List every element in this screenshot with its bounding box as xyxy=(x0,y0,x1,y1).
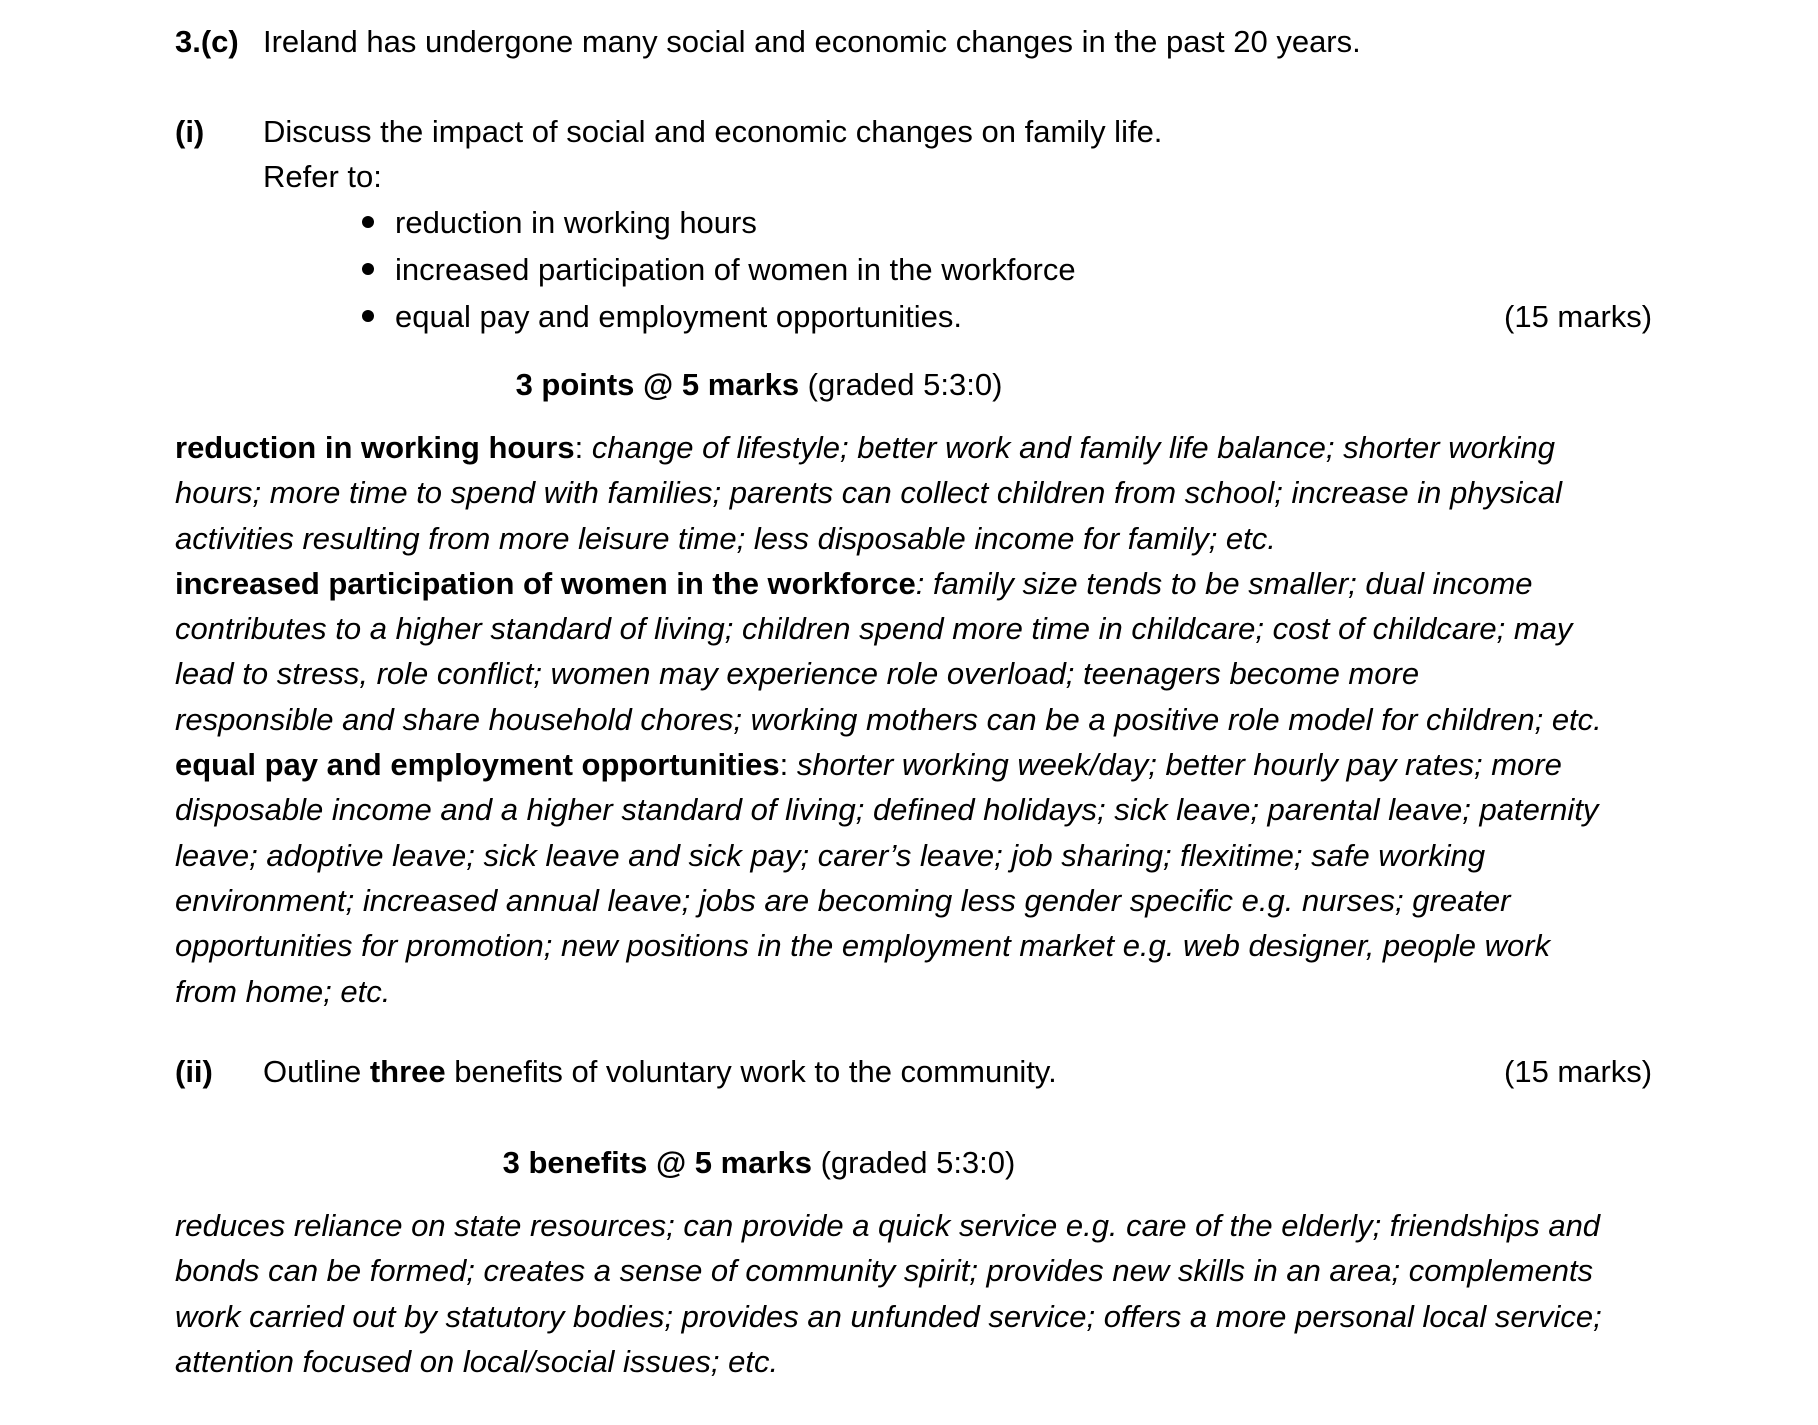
scheme-bold: 3 points @ 5 marks xyxy=(515,367,800,402)
part-i-marking-scheme xyxy=(0,369,1818,400)
answer-line: disposable income and a higher standard of living; defined holidays; sick leave; parental leave; paternity xyxy=(175,792,1599,828)
answer-line: contributes to a higher standard of living; children spend more time in childcare; cost of childcare; may xyxy=(175,611,1573,647)
part-i-refer-to: Refer to: xyxy=(263,159,382,194)
scheme-grading: (graded 5:3:0) xyxy=(812,1145,1016,1180)
answer-line: from home; etc. xyxy=(175,973,391,1009)
part-ii-number: (ii) xyxy=(175,1054,213,1089)
answer-heading: reduction in working hours xyxy=(175,430,575,465)
answer-sep: : xyxy=(779,747,797,783)
bullet-icon xyxy=(362,310,374,322)
answer-line: lead to stress, role conflict; women may experience role overload; teenagers become more xyxy=(175,656,1420,692)
part-i-answer xyxy=(175,425,1745,1014)
part-ii-answer xyxy=(175,1203,1745,1384)
question-number: 3.(c) xyxy=(175,24,239,59)
part-i-prompt: Discuss the impact of social and economic changes on family life. xyxy=(263,114,1163,149)
part-i-marks: (15 marks) xyxy=(1504,299,1653,334)
part-ii-marking-scheme xyxy=(0,1147,1818,1178)
bullet-item: reduction in working hours xyxy=(395,205,757,240)
answer-line: bonds can be formed; creates a sense of community spirit; provides new skills in an area; complements xyxy=(175,1253,1594,1289)
bullet-item: increased participation of women in the workforce xyxy=(395,252,1076,287)
part-ii-prompt xyxy=(263,1056,1057,1087)
answer-line: work carried out by statutory bodies; provides an unfunded service; offers a more personal local service; xyxy=(175,1298,1602,1334)
part-ii-marks: (15 marks) xyxy=(1504,1054,1653,1089)
answer-line xyxy=(175,742,1745,787)
prompt-emphasis: three xyxy=(369,1054,446,1089)
scheme-bold: 3 benefits @ 5 marks xyxy=(502,1145,812,1180)
answer-line: opportunities for promotion; new positions in the employment market e.g. web designer, people work xyxy=(175,928,1551,964)
answer-line: responsible and share household chores; working mothers can be a positive role model for children; etc. xyxy=(175,701,1602,737)
answer-line xyxy=(175,561,1745,606)
scheme-grading: (graded 5:3:0) xyxy=(799,367,1003,402)
answer-line: attention focused on local/social issues; etc. xyxy=(175,1343,779,1379)
answer-heading: equal pay and employment opportunities xyxy=(175,747,780,783)
answer-line xyxy=(175,425,1745,470)
answer-line: leave; adoptive leave; sick leave and sick pay; carer’s leave; job sharing; flexitime; safe working xyxy=(175,837,1486,873)
answer-line: activities resulting from more leisure time; less disposable income for family; etc. xyxy=(175,520,1276,556)
prompt-text: Outline xyxy=(263,1054,370,1089)
bullet-icon xyxy=(362,216,374,228)
answer-text: change of lifestyle; better work and family life balance; shorter working xyxy=(591,430,1556,465)
prompt-text: benefits of voluntary work to the community. xyxy=(445,1054,1057,1089)
bullet-icon xyxy=(362,263,374,275)
answer-sep: : xyxy=(574,430,592,465)
answer-line: hours; more time to spend with families; parents can collect children from school; increase in physical xyxy=(175,475,1563,511)
answer-text: shorter working week/day; better hourly pay rates; more xyxy=(796,747,1562,783)
part-i-number: (i) xyxy=(175,114,205,149)
answer-line: environment; increased annual leave; jobs are becoming less gender specific e.g. nurses; greater xyxy=(175,882,1511,918)
bullet-item: equal pay and employment opportunities. xyxy=(395,299,962,334)
answer-text: family size tends to be smaller; dual income xyxy=(932,565,1533,601)
answer-sep: : xyxy=(915,565,933,601)
question-stem: Ireland has undergone many social and economic changes in the past 20 years. xyxy=(263,24,1361,59)
answer-line: reduces reliance on state resources; can provide a quick service e.g. care of the elderly; friendships and xyxy=(175,1208,1601,1243)
answer-heading: increased participation of women in the workforce xyxy=(175,565,916,601)
